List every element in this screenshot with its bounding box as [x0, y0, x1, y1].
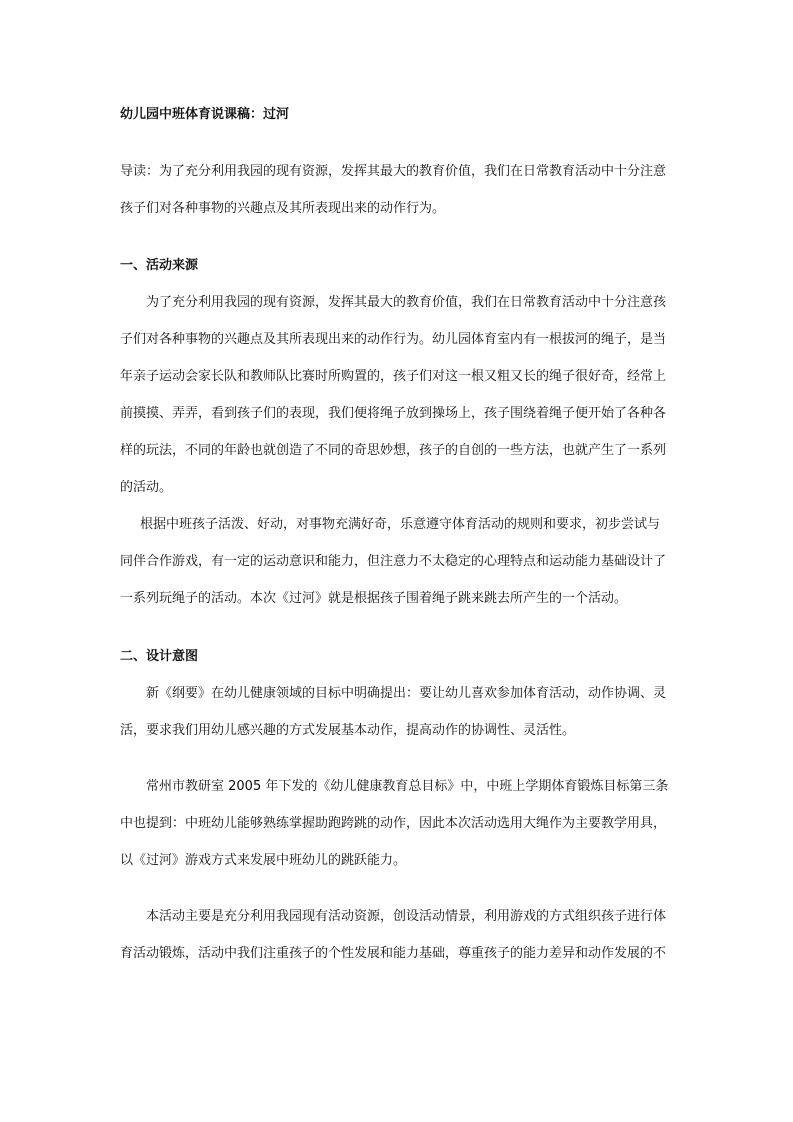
- section1-p1-line-2: 子们对各种事物的兴趣点及其所表现出来的动作行为。幼儿园体育室内有一根拔河的绳子，是当: [120, 332, 667, 347]
- section2-p1-line-1: 新《纲要》在幼儿健康领域的目标中明确提出：要让幼儿喜欢参加体育活动，动作协调、灵: [146, 686, 667, 701]
- section2-p3-line-2: 育活动锻炼，活动中我们注重孩子的个性发展和能力基础，尊重孩子的能力差异和动作发展的不: [120, 946, 667, 961]
- section1-p2-line-1: 根据中班孩子活泼、好动，对事物充满好奇，乐意遵守体育活动的规则和要求，初步尝试与: [140, 517, 661, 532]
- section2-p2-line-2: 中也提到：中班幼儿能够熟练掌握助跑跨跳的动作，因此本次活动选用大绳作为主要教学用具，: [120, 816, 667, 831]
- section1-p1-line-1: 为了充分利用我园的现有资源，发挥其最大的教育价值，我们在日常教育活动中十分注意孩: [146, 295, 667, 310]
- section1-p1-line-6: 的活动。: [120, 480, 173, 495]
- section2-p3-line-1: 本活动主要是充分利用我园现有活动资源，创设活动情景，利用游戏的方式组织孩子进行体: [146, 909, 667, 924]
- section1-p1-line-4: 前摸摸、弄弄，看到孩子们的表现，我们便将绳子放到操场上，孩子围绕着绳子便开始了各种各: [120, 406, 667, 421]
- section1-p1-line-5: 样的玩法，不同的年龄也就创造了不同的奇思妙想，孩子的自创的一些方法，也就产生了一系列: [120, 443, 667, 458]
- intro-line-1: 导读：为了充分利用我园的现有资源，发挥其最大的教育价值，我们在日常教育活动中十分注意: [120, 164, 667, 179]
- document-title: 幼儿园中班体育说课稿：过河: [120, 107, 290, 122]
- section-heading-1: 一、活动来源: [120, 258, 199, 273]
- section1-p2-line-2: 同伴合作游戏，有一定的运动意识和能力，但注意力不太稳定的心理特点和运动能力基础设计了: [120, 554, 667, 569]
- section1-p1-line-3: 年亲子运动会家长队和教师队比赛时所购置的，孩子们对这一根又粗又长的绳子很好奇，经常上: [120, 369, 667, 384]
- section2-p2-line-3: 以《过河》游戏方式来发展中班幼儿的跳跃能力。: [120, 853, 407, 868]
- section2-p2-line-1: 常州市教研室 2005 年下发的《幼儿健康教育总目标》中，中班上学期体育锻炼目标第三条: [146, 779, 669, 794]
- section1-p2-line-3: 一系列玩绳子的活动。本次《过河》就是根据孩子围着绳子跳来跳去所产生的一个活动。: [120, 591, 628, 606]
- section2-p1-line-2: 活，要求我们用幼儿感兴趣的方式发展基本动作，提高动作的协调性、灵活性。: [120, 723, 576, 738]
- intro-line-2: 孩子们对各种事物的兴趣点及其所表现出来的动作行为。: [120, 201, 446, 216]
- section-heading-2: 二、设计意图: [120, 649, 199, 664]
